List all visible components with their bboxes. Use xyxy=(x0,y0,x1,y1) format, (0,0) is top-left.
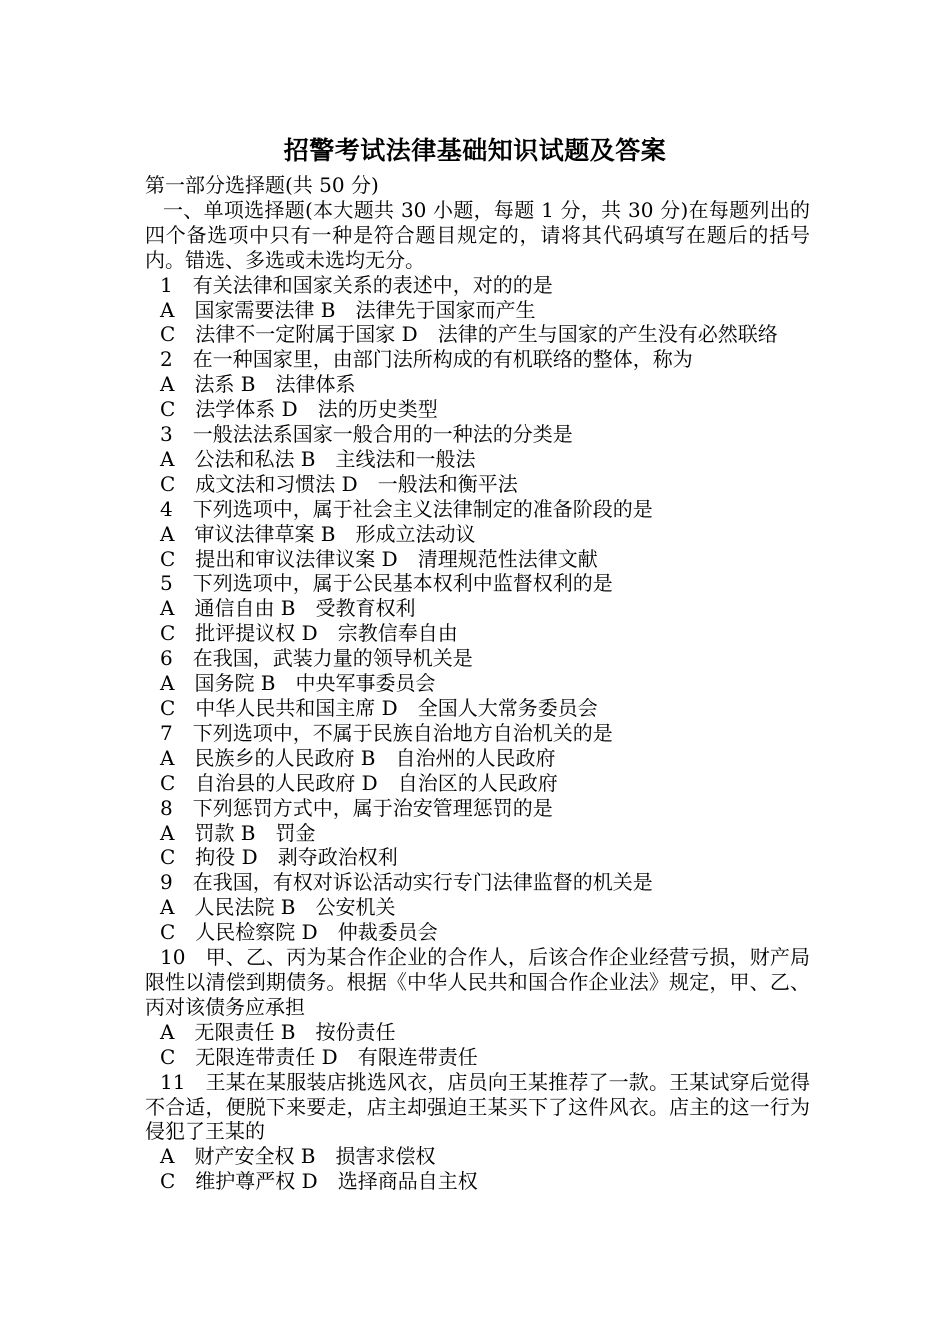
question-text: 下列选项中，属于公民基本权利中监督权利的是 xyxy=(192,571,613,596)
question-text: 一般法法系国家一般合用的一种法的分类是 xyxy=(192,422,573,447)
options-c-d: C 无限连带责任 D 有限连带责任 xyxy=(160,1044,478,1069)
part-heading: 第一部分选择题(共 50 分) xyxy=(145,173,379,197)
question-stem xyxy=(145,1070,810,1145)
options-c-d: C 中华人民共和国主席 D 全国人大常务委员会 xyxy=(160,696,598,721)
question-number: 5 xyxy=(160,571,173,596)
question-number: 7 xyxy=(160,720,173,745)
question-number: 10 xyxy=(160,945,186,970)
question-item xyxy=(145,646,810,721)
question-number: 8 xyxy=(160,795,173,820)
question-text: 有关法律和国家关系的表述中，对的的是 xyxy=(192,272,553,297)
options-a-b: A 通信自由 B 受教育权利 xyxy=(160,596,416,621)
question-text: 王某在某服装店挑选风衣，店员向王某推荐了一款。王某试穿后觉得不合适，便脱下来要走，店主却强迫王某买下了这件风衣。店主的这一行为侵犯了王某的 xyxy=(145,1069,810,1144)
question-number: 9 xyxy=(160,870,173,895)
options-c-d: C 拘役 D 剥夺政治权利 xyxy=(160,845,398,870)
question-item xyxy=(145,571,810,646)
question-item xyxy=(145,347,810,422)
question-stem xyxy=(145,571,810,596)
question-stem xyxy=(145,721,810,746)
instructions-paragraph: 一、单项选择题(本大题共 30 小题，每题 1 分，共 30 分)在每题列出的四个备选项中只有一种是符合题目规定的，请将其代码填写在题后的括号内。错选、多选或未选均无分。 xyxy=(145,197,810,272)
options-c-d: C 自治县的人民政府 D 自治区的人民政府 xyxy=(160,770,558,795)
options-a-b: A 财产安全权 B 损害求偿权 xyxy=(160,1144,436,1169)
question-item xyxy=(145,273,810,348)
options-a-b: A 民族乡的人民政府 B 自治州的人民政府 xyxy=(160,745,556,770)
options-a-b: A 审议法律草案 B 形成立法动议 xyxy=(160,521,476,546)
options-c-d: C 成文法和习惯法 D 一般法和衡平法 xyxy=(160,471,518,496)
options-c-d: C 提出和审议法律议案 D 清理规范性法律文献 xyxy=(160,546,598,571)
options-a-b: A 人民法院 B 公安机关 xyxy=(160,895,396,920)
question-item xyxy=(145,422,810,497)
question-number: 11 xyxy=(160,1069,186,1094)
options-a-b: A 无限责任 B 按份责任 xyxy=(160,1019,396,1044)
question-stem xyxy=(145,273,810,298)
question-text: 在我国，武装力量的领导机关是 xyxy=(192,646,473,671)
question-number: 2 xyxy=(160,347,173,372)
question-stem xyxy=(145,347,810,372)
options-c-d: C 法学体系 D 法的历史类型 xyxy=(160,397,438,422)
question-stem xyxy=(145,945,810,1020)
question-stem xyxy=(145,646,810,671)
question-stem xyxy=(145,422,810,447)
options-c-d: C 人民检察院 D 仲裁委员会 xyxy=(160,920,438,945)
options-a-b: A 国家需要法律 B 法律先于国家而产生 xyxy=(160,297,536,322)
options-a-b: A 法系 B 法律体系 xyxy=(160,372,356,397)
question-text: 在我国，有权对诉讼活动实行专门法律监督的机关是 xyxy=(192,870,653,895)
question-text: 在一种国家里，由部门法所构成的有机联络的整体，称为 xyxy=(192,347,693,372)
question-text: 下列选项中，不属于民族自治地方自治机关的是 xyxy=(192,720,613,745)
question-number: 1 xyxy=(160,272,173,297)
question-text: 下列选项中，属于社会主义法律制定的准备阶段的是 xyxy=(192,496,653,521)
question-item xyxy=(145,721,810,796)
options-a-b: A 公法和私法 B 主线法和一般法 xyxy=(160,446,476,471)
options-a-b: A 国务院 B 中央军事委员会 xyxy=(160,671,436,696)
question-text: 下列惩罚方式中，属于治安管理惩罚的是 xyxy=(192,795,553,820)
options-a-b: A 罚款 B 罚金 xyxy=(160,820,316,845)
question-number: 4 xyxy=(160,496,173,521)
question-item xyxy=(145,945,810,1070)
question-item xyxy=(145,1070,810,1195)
question-item xyxy=(145,497,810,572)
question-list xyxy=(145,273,810,1195)
options-c-d: C 批评提议权 D 宗教信奉自由 xyxy=(160,621,458,646)
question-text: 甲、乙、丙为某合作企业的合作人，后该合作企业经营亏损，财产局限性以清偿到期债务。根据《中华人民共和国合作企业法》规定，甲、乙、丙对该债务应承担 xyxy=(145,945,810,1019)
question-number: 3 xyxy=(160,422,173,447)
question-stem xyxy=(145,870,810,895)
question-stem xyxy=(145,796,810,821)
document-title: 招警考试法律基础知识试题及答案 xyxy=(283,136,667,165)
question-item xyxy=(145,870,810,945)
question-stem xyxy=(145,497,810,522)
options-c-d: C 法律不一定附属于国家 D 法律的产生与国家的产生没有必然联络 xyxy=(160,322,778,347)
question-number: 6 xyxy=(160,646,173,671)
document-body xyxy=(145,173,810,1194)
question-item xyxy=(145,796,810,871)
options-c-d: C 维护尊严权 D 选择商品自主权 xyxy=(160,1169,478,1194)
